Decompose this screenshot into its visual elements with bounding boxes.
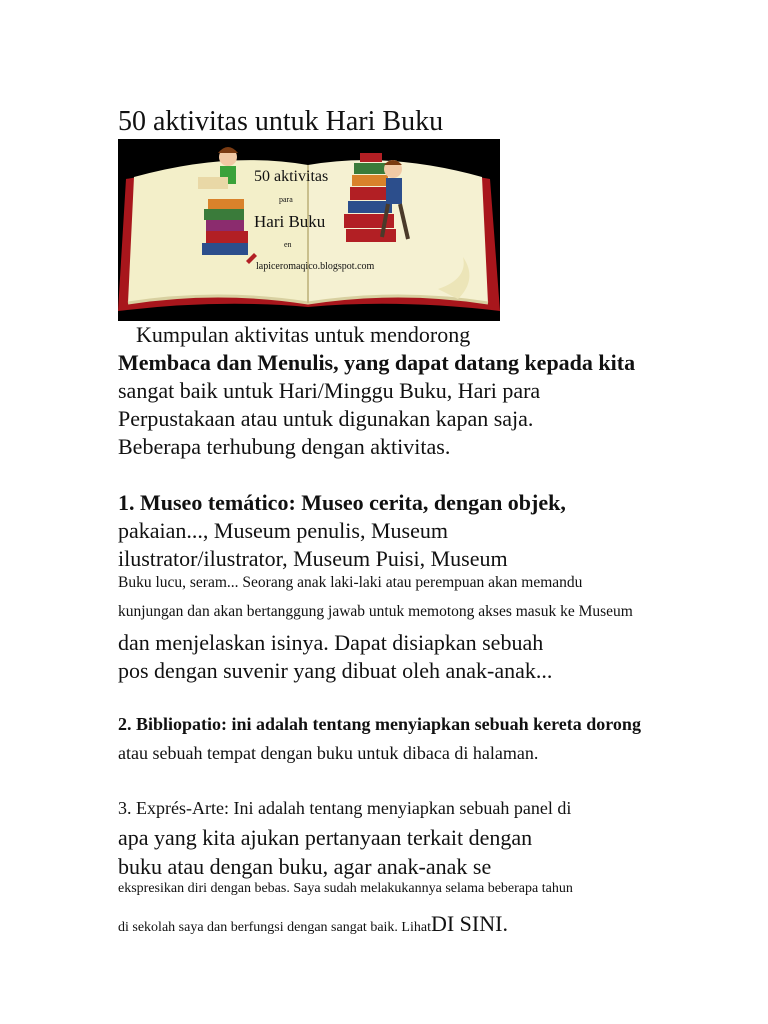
illustration-en: en [284, 240, 292, 249]
intro-line-3: sangat baik untuk Hari/Minggu Buku, Hari para [118, 378, 541, 403]
illustration-para: para [279, 195, 293, 204]
item3-line-5-text: di sekolah saya dan berfungsi dengan sangat baik. Lihat [118, 920, 431, 935]
item1-line-4: Buku lucu, seram... Seorang anak laki-laki atau perempuan akan memandu [118, 574, 583, 591]
page-title: 50 aktivitas untuk Hari Buku [118, 106, 444, 137]
item1-line-7: pos dengan suvenir yang dibuat oleh anak-anak... [118, 658, 553, 683]
item3-line-2: apa yang kita ajukan pertanyaan terkait dengan [118, 825, 533, 850]
illustration-blog-url: lapiceromaqico.blogspot.com [256, 261, 375, 272]
intro-line-4: Perpustakaan atau untuk digunakan kapan saja. [118, 406, 534, 431]
illustration-title: 50 aktivitas [254, 168, 329, 185]
item2-heading: 2. Bibliopatio: ini adalah tentang menyiapkan sebuah kereta dorong [118, 714, 641, 734]
item1-line-5: kunjungan dan akan bertanggung jawab untuk memotong akses masuk ke Museum [118, 603, 633, 620]
see-here-link[interactable]: DI SINI. [430, 911, 508, 936]
item3-heading: 3. Exprés-Arte: Ini adalah tentang menyiapkan sebuah panel di [118, 798, 572, 818]
intro-line-1: Kumpulan aktivitas untuk mendorong [136, 322, 471, 347]
item1-line-6: dan menjelaskan isinya. Dapat disiapkan sebuah [118, 630, 544, 655]
illustration-subtitle: Hari Buku [254, 212, 326, 231]
item1-heading: 1. Museo temático: Museo cerita, dengan objek, [118, 490, 566, 515]
item3-line-4: ekspresikan diri dengan bebas. Saya sudah melakukannya selama beberapa tahun [118, 881, 573, 896]
item1-line-2: pakaian..., Museum penulis, Museum [118, 518, 448, 543]
item3-line-5 [118, 913, 508, 935]
intro-line-2: Membaca dan Menulis, yang dapat datang kepada kita [118, 350, 636, 375]
book-illustration [118, 139, 500, 321]
item1-line-3: ilustrator/ilustrator, Museum Puisi, Museum [118, 546, 508, 571]
item3-line-3: buku atau dengan buku, agar anak-anak se [118, 854, 492, 879]
item2-line-2: atau sebuah tempat dengan buku untuk dibaca di halaman. [118, 743, 539, 763]
intro-line-5: Beberapa terhubung dengan aktivitas. [118, 434, 451, 459]
